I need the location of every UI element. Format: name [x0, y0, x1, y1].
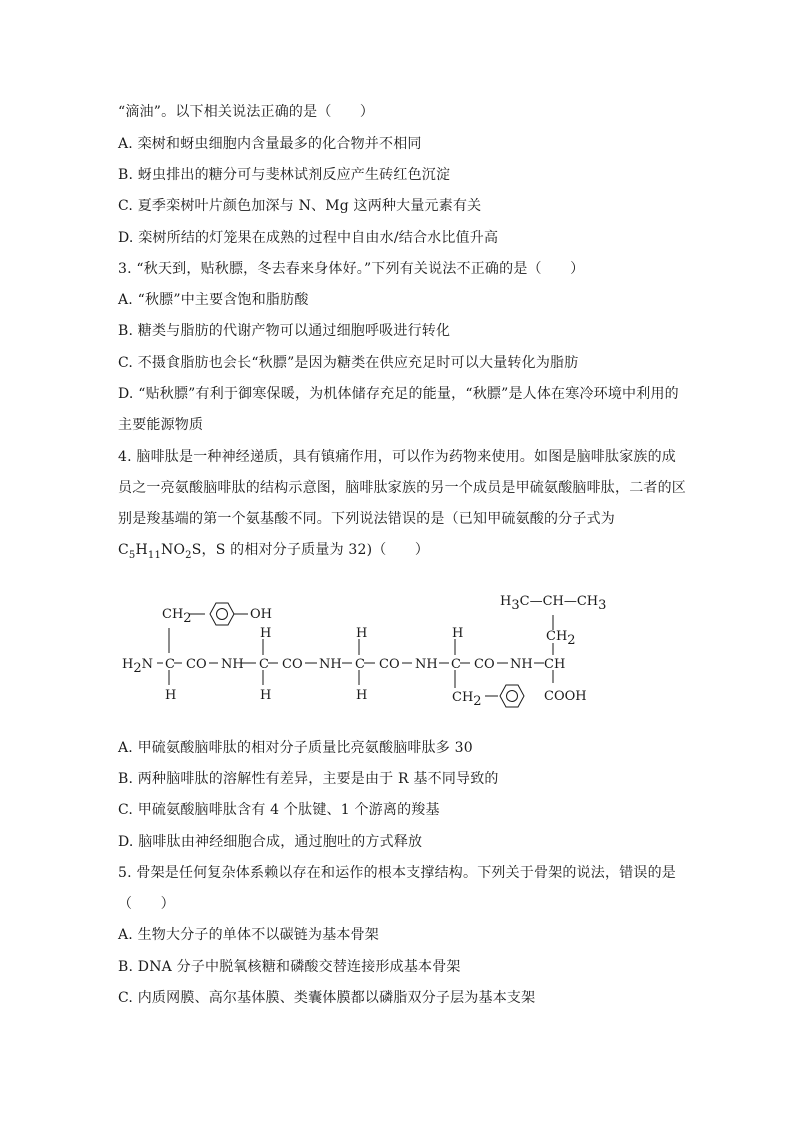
q4-option-b: B. 两种脑啡肽的溶解性有差异，主要是由于 R 基不同导致的 — [118, 771, 499, 787]
q4-stem-line4: $C_5H_{11}NO_2S$，S 的相对分子质量为 32)（ ） — [118, 542, 430, 561]
c-terminus-cooh: COOH — [544, 689, 587, 704]
phe-ch2-label: CH2 — [452, 690, 482, 709]
peptide-co-2: CO — [282, 657, 303, 672]
q4-option-a: A. 甲硫氨酸脑啡肽的相对分子质量比亮氨酸脑啡肽多 30 — [118, 740, 473, 756]
q2-option-b: B. 蚜虫排出的糖分可与斐林试剂反应产生砖红色沉淀 — [118, 167, 451, 183]
tyr-alpha-c: C — [165, 657, 175, 672]
q5-option-c: C. 内质网膜、高尔基体膜、类囊体膜都以磷脂双分子层为基本支架 — [118, 990, 536, 1006]
gly1-h-bottom: H — [260, 688, 272, 703]
q5-stem-line2: （ ） — [118, 896, 175, 912]
q2-option-c: C. 夏季栾树叶片颜色加深与 N、Mg 这两种大量元素有关 — [118, 198, 482, 214]
q5-option-a: A. 生物大分子的单体不以碳链为基本骨架 — [118, 927, 380, 943]
q5-option-b: B. DNA 分子中脱氧核糖和磷酸交替连接形成基本骨架 — [118, 959, 461, 975]
peptide-co-3: CO — [379, 657, 400, 672]
peptide-nh-2: NH — [319, 657, 342, 672]
phe-alpha-c: C — [451, 657, 461, 672]
q3-stem: 3. “秋天到，贴秋膘，冬去春来身体好。”下列有关说法不正确的是（ ） — [118, 261, 585, 277]
peptide-co-1: CO — [186, 657, 207, 672]
q4-option-d: D. 脑啡肽由神经细胞合成，通过胞吐的方式释放 — [118, 834, 423, 850]
q3-option-a: A. “秋膘”中主要含饱和脂肪酸 — [118, 292, 309, 308]
peptide-co-4: CO — [474, 657, 495, 672]
tyr-ch2-label: CH2 — [162, 607, 192, 626]
leu-enkephalin-structure — [110, 588, 630, 718]
gly2-h-top: H — [356, 626, 368, 641]
leu-alpha-ch: CH — [544, 657, 566, 672]
q3-option-d-line2: 主要能源物质 — [118, 417, 204, 433]
q5-stem-line1: 5. 骨架是任何复杂体系赖以存在和运作的根本支撑结构。下列关于骨架的说法，错误的是 — [118, 865, 677, 881]
gly1-h-top: H — [260, 626, 272, 641]
q3-option-c: C. 不摄食脂肪也会长“秋膘”是因为糖类在供应充足时可以大量转化为脂肪 — [118, 355, 579, 371]
leu-isopropyl-label: H3C—CH—CH3 — [500, 594, 607, 613]
q2-option-d: D. 栾树所结的灯笼果在成熟的过程中自由水/结合水比值升高 — [118, 230, 499, 246]
leu-ch2-label: CH2 — [546, 629, 576, 648]
gly1-alpha-c: C — [259, 657, 269, 672]
phe-h-top: H — [452, 626, 464, 641]
peptide-nh-4: NH — [510, 657, 533, 672]
q3-option-d-line1: D. “贴秋膘”有利于御寒保暖，为机体储存充足的能量，“秋膘”是人体在寒冷环境中利用的 — [118, 386, 679, 402]
n-terminus-label: H2N — [122, 657, 153, 676]
gly2-alpha-c: C — [355, 657, 365, 672]
peptide-nh-1: NH — [221, 657, 244, 672]
q4-stem-line2: 员之一亮氨酸脑啡肽的结构示意图，脑啡肽家族的另一个成员是甲硫氨酸脑啡肽，二者的区 — [118, 480, 686, 496]
tyr-h-bottom: H — [165, 688, 177, 703]
q4-stem-line1: 4. 脑啡肽是一种神经递质，具有镇痛作用，可以作为药物来使用。如图是脑啡肽家族的成 — [118, 449, 677, 465]
gly2-h-bottom: H — [356, 688, 368, 703]
peptide-nh-3: NH — [415, 657, 438, 672]
q2-stem-end: “滴油”。以下相关说法正确的是（ ） — [118, 104, 375, 120]
q4-stem-line3: 别是羧基端的第一个氨基酸不同。下列说法错误的是（已知甲硫氨酸的分子式为 — [118, 511, 615, 527]
q2-option-a: A. 栾树和蚜虫细胞内含量最多的化合物并不相同 — [118, 136, 422, 152]
q4-option-c: C. 甲硫氨酸脑啡肽含有 4 个肽键、1 个游离的羧基 — [118, 802, 440, 818]
q3-option-b: B. 糖类与脂肪的代谢产物可以通过细胞呼吸进行转化 — [118, 323, 451, 339]
tyr-oh-label: OH — [250, 607, 272, 622]
